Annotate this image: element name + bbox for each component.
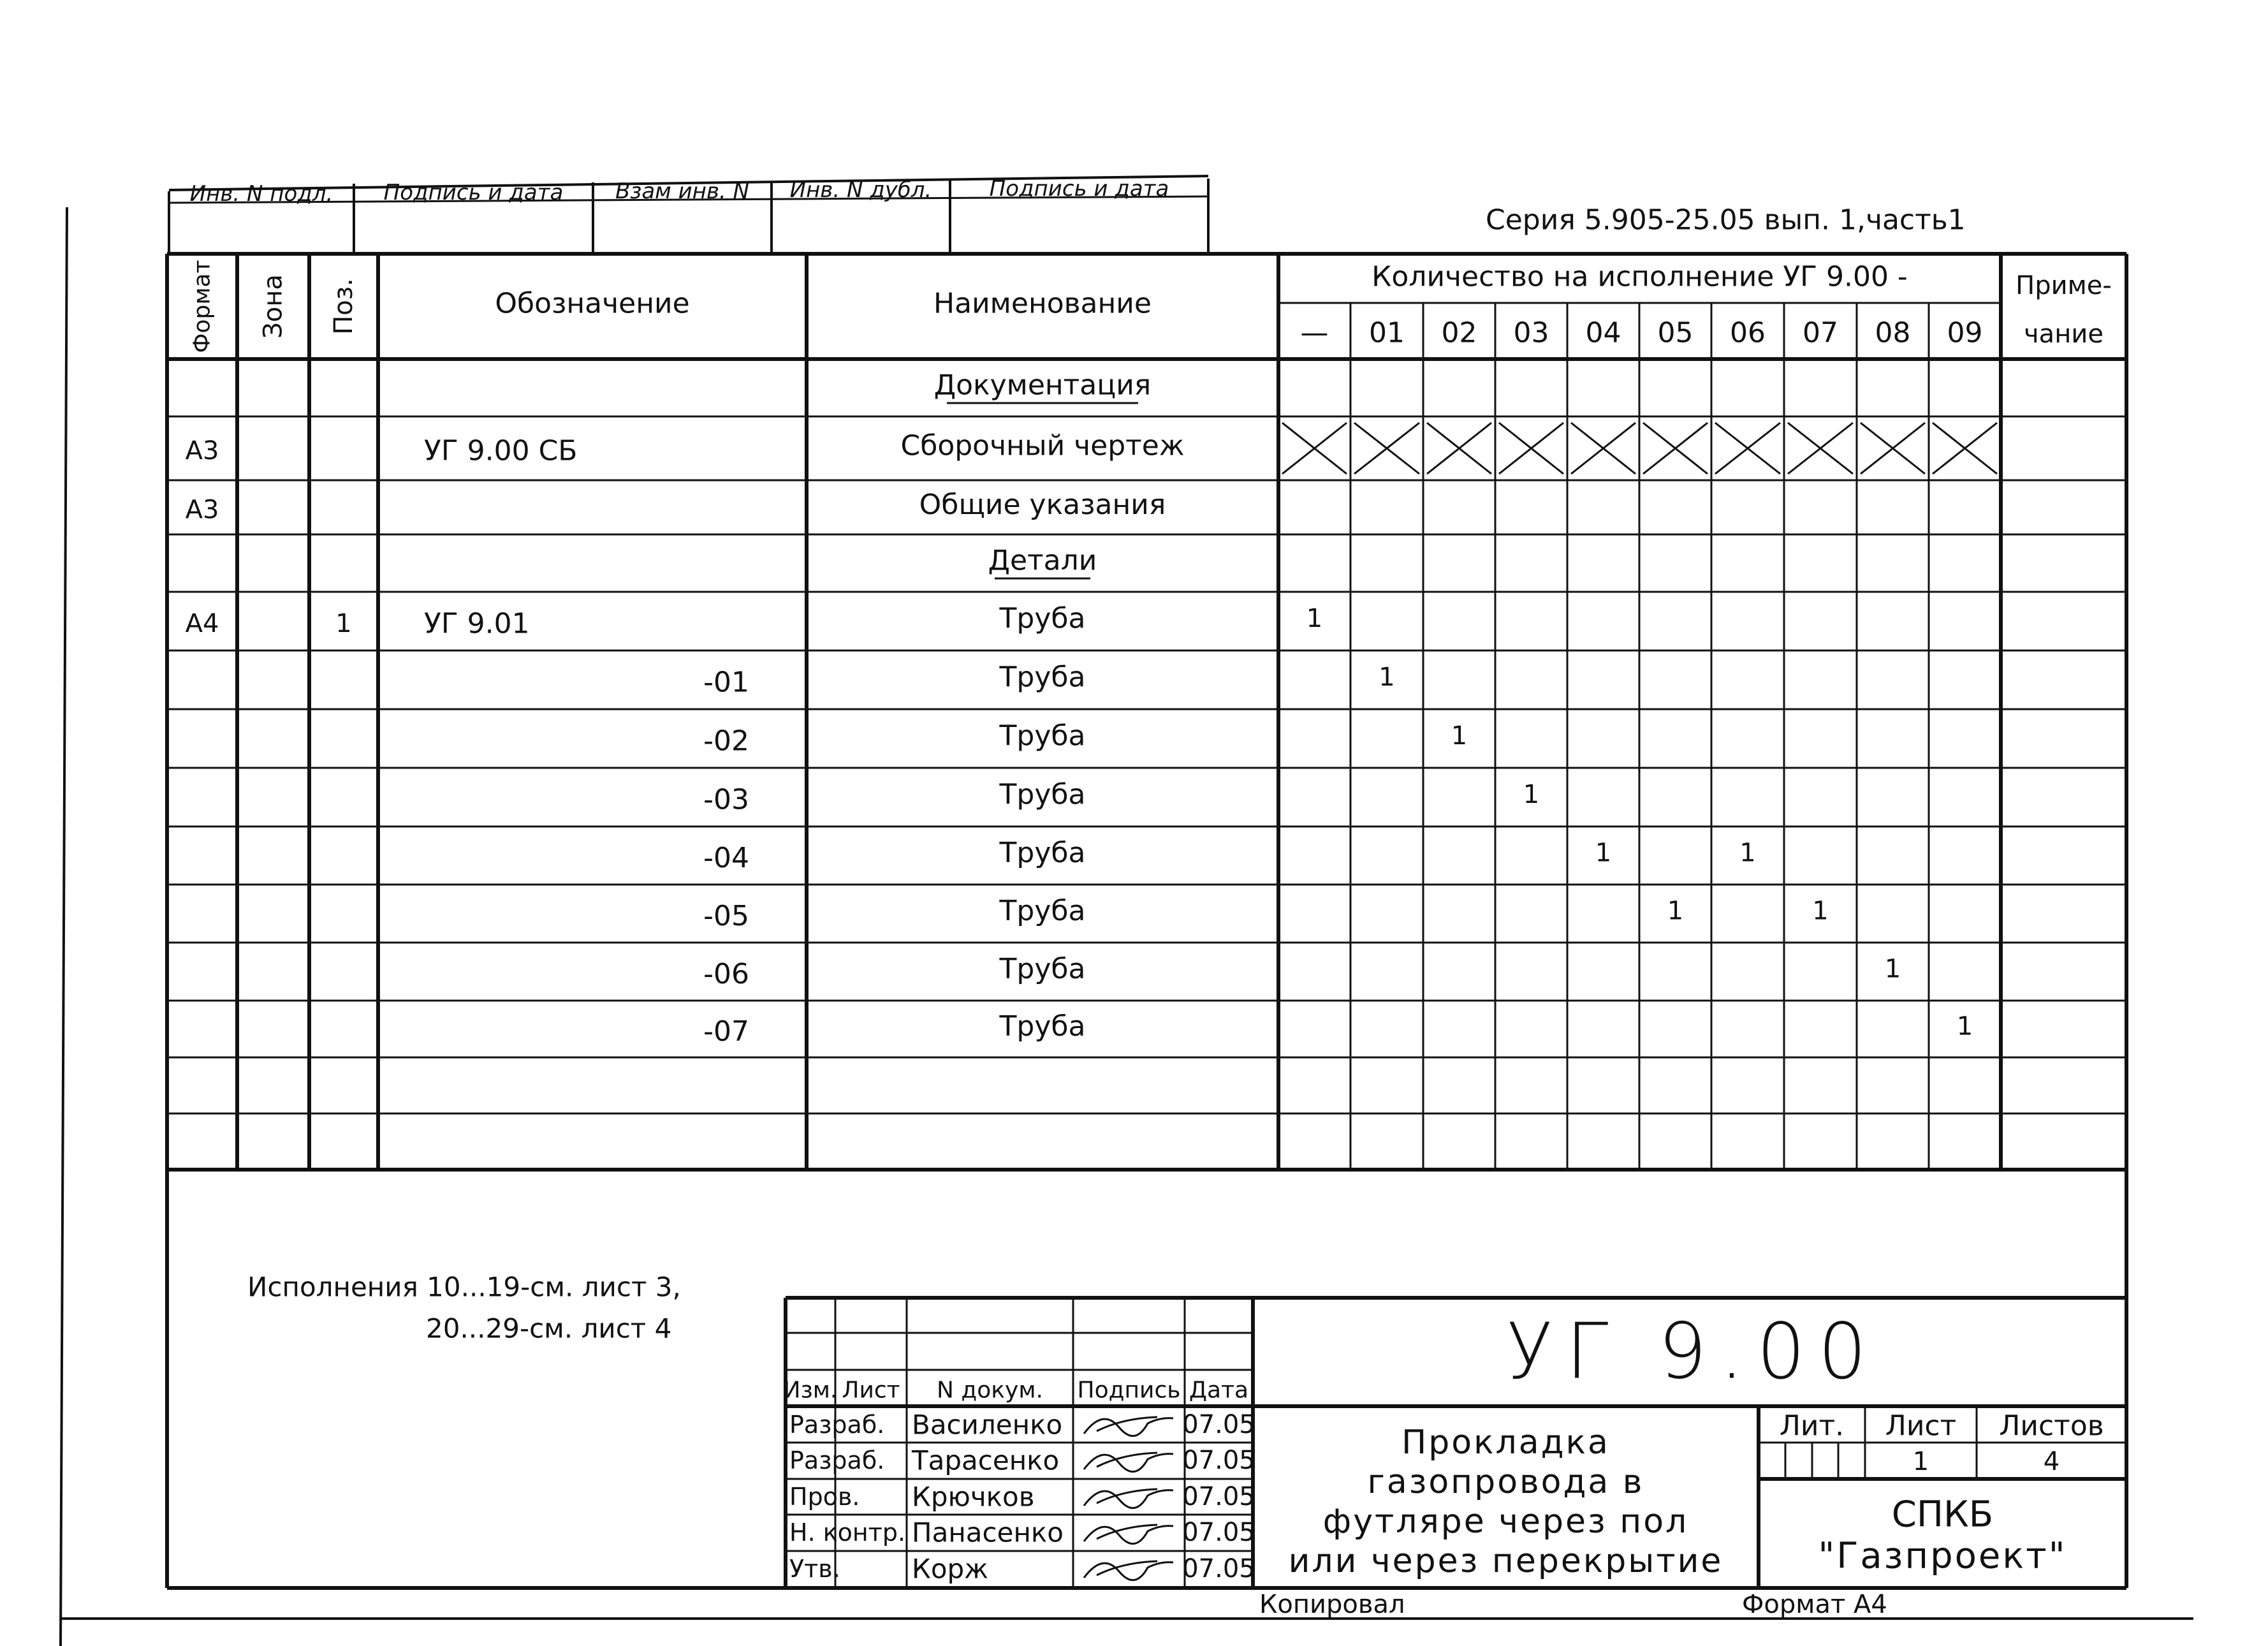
row-designation: УГ 9.00 СБ <box>424 434 578 467</box>
row-format: А3 <box>185 495 219 525</box>
sheets-value: 4 <box>2043 1447 2060 1476</box>
row-pos: 1 <box>335 609 352 638</box>
header-variant: 02 <box>1441 316 1477 349</box>
series-header: Серия 5.905-25.05 вып. 1,часть1 <box>1486 203 1966 237</box>
row-designation: -03 <box>703 783 749 816</box>
document-title-line: или через перекрытие <box>1288 1542 1723 1580</box>
section-heading: Детали <box>988 544 1097 577</box>
row-designation: -01 <box>703 666 749 699</box>
section-heading: Документация <box>933 369 1152 402</box>
person-name: Панасенко <box>912 1517 1064 1548</box>
person-name: Крючков <box>912 1481 1035 1513</box>
header-pos: Поз. <box>329 278 358 335</box>
person-name: Тарасенко <box>912 1444 1060 1476</box>
note-line: Исполнения 10...19-см. лист 3, <box>247 1271 681 1303</box>
sheet-value: 1 <box>1912 1447 1929 1476</box>
signature-image <box>1084 1453 1173 1472</box>
document-title-line: Прокладка <box>1401 1423 1610 1462</box>
document-title-line: газопровода в <box>1367 1463 1644 1501</box>
person-role: Пров. <box>789 1483 860 1511</box>
qty-value: 1 <box>1884 954 1901 984</box>
header-name: Наименование <box>933 287 1152 320</box>
person-role: Н. контр. <box>789 1518 906 1547</box>
row-name: Труба <box>999 778 1086 811</box>
person-role: Разраб. <box>789 1446 885 1474</box>
header-variant: 08 <box>1875 316 1911 349</box>
row-designation: -06 <box>703 958 749 990</box>
signature-image <box>1084 1417 1173 1436</box>
stamp-label: Подпись и дата <box>383 180 564 205</box>
row-name: Труба <box>999 1010 1086 1043</box>
qty-value: 1 <box>1523 780 1540 809</box>
signature-image <box>1084 1525 1173 1544</box>
qty-value: 1 <box>1595 838 1612 868</box>
row-name: Труба <box>999 895 1086 927</box>
header-variant: 05 <box>1657 316 1694 349</box>
header-format: Формат <box>189 260 216 353</box>
row-name: Труба <box>999 719 1086 753</box>
header-quantity: Количество на исполнение УГ 9.00 - <box>1372 260 1908 293</box>
person-name: Василенко <box>912 1409 1063 1441</box>
person-date: 07.05 <box>1182 1482 1255 1511</box>
org-name: СПКБ <box>1891 1494 1994 1536</box>
qty-value: 1 <box>1667 896 1684 926</box>
header-zone: Зона <box>258 274 288 339</box>
header-note-bottom: чание <box>2024 320 2103 349</box>
row-name: Общие указания <box>919 489 1166 521</box>
row-name: Труба <box>999 837 1086 869</box>
row-name: Труба <box>999 953 1086 985</box>
header-variant: 04 <box>1585 316 1621 349</box>
stamp-label: Инв. N дубл. <box>789 177 932 203</box>
person-date: 07.05 <box>1182 1446 1255 1475</box>
note-line: 20...29-см. лист 4 <box>426 1312 672 1344</box>
header-variant: 09 <box>1947 316 1983 349</box>
person-date: 07.05 <box>1182 1410 1255 1439</box>
row-format: А3 <box>185 436 219 466</box>
row-format: А4 <box>185 609 219 638</box>
title-block-header: Лист <box>842 1377 900 1404</box>
person-name: Корж <box>912 1553 989 1585</box>
person-role: Утв. <box>789 1555 840 1583</box>
row-name: Труба <box>999 661 1086 694</box>
person-role: Разраб. <box>789 1411 885 1439</box>
title-block-header: N докум. <box>937 1377 1043 1404</box>
row-designation: УГ 9.01 <box>424 607 530 640</box>
qty-value: 1 <box>1956 1011 1973 1041</box>
qty-value: 1 <box>1306 604 1323 633</box>
header-variant: 01 <box>1369 316 1405 349</box>
sheet-label: Лист <box>1885 1409 1957 1443</box>
qty-value: 1 <box>1812 896 1829 926</box>
qty-value: 1 <box>1451 721 1468 751</box>
stamp-label: Взам инв. N <box>615 179 750 204</box>
org-name: "Газпроект" <box>1818 1535 2067 1577</box>
doc-code: УГ 9.00 <box>1506 1307 1880 1397</box>
header-variant: 06 <box>1730 316 1766 349</box>
footer-format: Формат А4 <box>1742 1590 1887 1619</box>
qty-value: 1 <box>1739 838 1756 868</box>
lit-label: Лит. <box>1779 1409 1845 1443</box>
sheets-label: Листов <box>1999 1409 2104 1443</box>
page-left-edge <box>61 207 67 1646</box>
signature-image <box>1084 1561 1173 1580</box>
header-variant: 03 <box>1513 316 1549 349</box>
header-note-top: Приме- <box>2016 271 2112 300</box>
title-block-header: Изм. <box>783 1377 838 1404</box>
title-block-header: Дата <box>1189 1377 1249 1404</box>
document-title-line: футляре через пол <box>1322 1503 1689 1541</box>
header-variant: — <box>1300 316 1329 349</box>
header-designation: Обозначение <box>495 287 690 320</box>
qty-value: 1 <box>1379 663 1395 692</box>
row-designation: -07 <box>703 1015 749 1048</box>
row-name: Труба <box>999 602 1086 635</box>
row-name: Сборочный чертеж <box>900 429 1185 462</box>
title-block-header: Подпись <box>1077 1377 1181 1404</box>
footer-copied: Копировал <box>1259 1590 1405 1619</box>
header-variant: 07 <box>1803 316 1838 349</box>
person-date: 07.05 <box>1182 1518 1255 1547</box>
row-designation: -02 <box>703 724 749 758</box>
person-date: 07.05 <box>1182 1554 1255 1584</box>
row-designation: -04 <box>703 842 749 874</box>
stamp-label: Подпись и дата <box>989 176 1169 202</box>
signature-image <box>1084 1489 1173 1508</box>
stamp-label: Инв. N подл. <box>189 181 333 207</box>
row-designation: -05 <box>703 900 749 932</box>
